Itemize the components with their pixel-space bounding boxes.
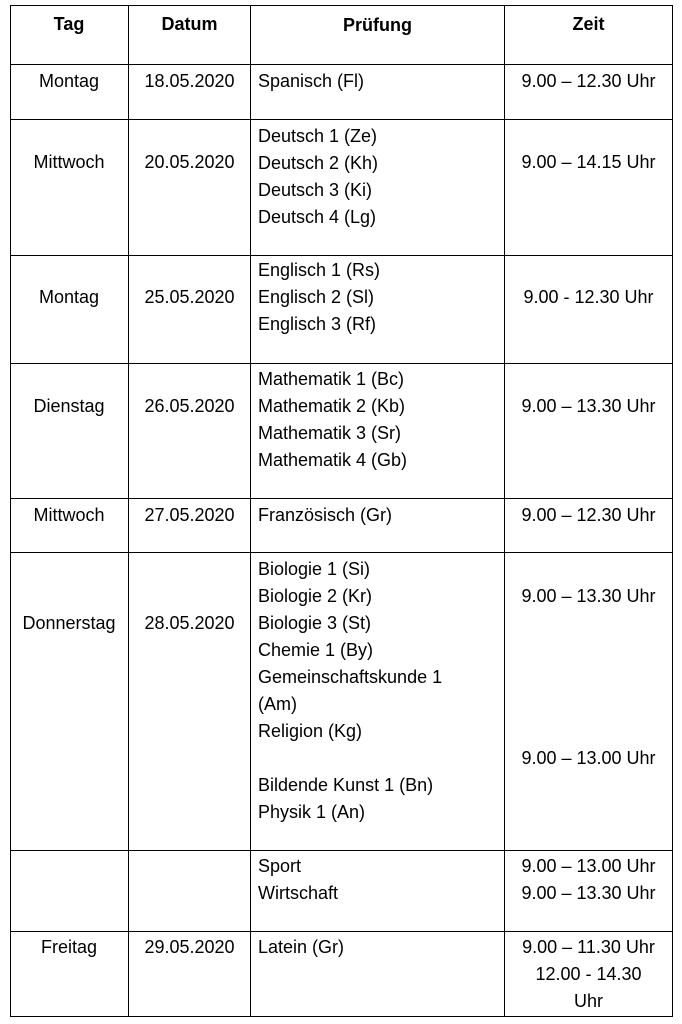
exam-subject: Englisch 1 (Rs) (258, 260, 381, 280)
row-tag: Mittwoch (33, 152, 105, 172)
row-zeit (505, 745, 672, 772)
row-tag: Donnerstag (22, 613, 116, 633)
blank-line (258, 745, 442, 772)
exam-subject: Mathematik 1 (Bc) (258, 369, 405, 389)
exam-subject: Englisch 3 (Rf) (258, 314, 377, 334)
row-zeit (505, 284, 672, 311)
row-datum: 26.05.2020 (144, 396, 235, 416)
exam-subject: Deutsch 4 (Lg) (258, 207, 377, 227)
row-divider (10, 64, 673, 65)
exam-time: 12.00 - 14.30 (535, 964, 642, 984)
exam-subject: Chemie 1 (By) (258, 640, 374, 660)
row-pruefung (258, 853, 338, 907)
row-divider (10, 255, 673, 256)
row-divider (10, 363, 673, 364)
exam-time: 9.00 – 13.00 Uhr (521, 856, 656, 876)
exam-subject: Englisch 2 (Sl) (258, 287, 375, 307)
row-divider (10, 119, 673, 120)
row-pruefung (258, 68, 364, 95)
exam-subject: Religion (Kg) (258, 721, 363, 741)
row-tag: Freitag (40, 937, 98, 957)
row-datum: 18.05.2020 (144, 71, 235, 91)
row-zeit (505, 393, 672, 420)
exam-time: 9.00 – 12.30 Uhr (521, 505, 656, 525)
exam-time: 9.00 – 12.30 Uhr (521, 71, 656, 91)
exam-subject: Latein (Gr) (258, 937, 345, 957)
exam-time: 9.00 – 14.15 Uhr (521, 152, 656, 172)
exam-subject: Sport (258, 856, 302, 876)
header-pruefung: Prüfung (343, 15, 412, 35)
exam-subject: Wirtschaft (258, 883, 339, 903)
table-border-top (10, 5, 673, 6)
exam-subject: Deutsch 1 (Ze) (258, 126, 378, 146)
exam-subject: (Am) (258, 694, 297, 714)
exam-subject: Deutsch 2 (Kh) (258, 153, 379, 173)
exam-time: 9.00 – 13.30 Uhr (521, 883, 656, 903)
exam-time: 9.00 - 12.30 Uhr (523, 287, 654, 307)
row-datum: 20.05.2020 (144, 152, 235, 172)
exam-time: 9.00 – 13.30 Uhr (521, 586, 656, 606)
row-pruefung (258, 502, 392, 529)
row-pruefung (258, 934, 344, 961)
row-zeit (505, 853, 672, 907)
header-datum: Datum (161, 14, 218, 34)
header-zeit: Zeit (572, 14, 605, 34)
row-tag: Dienstag (33, 396, 105, 416)
row-divider (10, 931, 673, 932)
row-pruefung (258, 366, 407, 474)
exam-subject: Spanisch (Fl) (258, 71, 365, 91)
table-border-right (672, 5, 673, 1017)
row-zeit (505, 149, 672, 176)
row-divider (10, 498, 673, 499)
table-border-bottom (10, 1016, 673, 1017)
exam-subject: Deutsch 3 (Ki) (258, 180, 373, 200)
exam-time: 9.00 – 11.30 Uhr (522, 937, 655, 957)
row-pruefung (258, 257, 380, 338)
exam-subject: Biologie 2 (Kr) (258, 586, 373, 606)
row-zeit (505, 583, 672, 610)
row-pruefung (258, 556, 442, 826)
row-zeit (505, 934, 672, 1015)
exam-time: Uhr (573, 991, 603, 1011)
exam-schedule-table (10, 5, 673, 1017)
row-tag: Montag (38, 287, 100, 307)
column-divider (250, 5, 251, 1017)
row-tag: Montag (38, 71, 100, 91)
exam-subject: Gemeinschaftskunde 1 (258, 667, 443, 687)
header-tag: Tag (53, 14, 85, 34)
exam-time: 9.00 – 13.30 Uhr (521, 396, 656, 416)
exam-subject: Biologie 1 (Si) (258, 559, 371, 579)
exam-subject: Mathematik 2 (Kb) (258, 396, 406, 416)
row-tag: Mittwoch (33, 505, 105, 525)
row-pruefung (258, 123, 378, 231)
exam-subject: Mathematik 3 (Sr) (258, 423, 402, 443)
row-zeit (505, 502, 672, 529)
exam-time: 9.00 – 13.00 Uhr (521, 748, 656, 768)
exam-subject: Französisch (Gr) (258, 505, 393, 525)
row-zeit (505, 68, 672, 95)
exam-subject: Bildende Kunst 1 (Bn) (258, 775, 434, 795)
exam-subject: Mathematik 4 (Gb) (258, 450, 408, 470)
row-divider (10, 552, 673, 553)
row-datum: 29.05.2020 (144, 937, 235, 957)
row-datum: 25.05.2020 (144, 287, 235, 307)
row-datum: 28.05.2020 (144, 613, 235, 633)
exam-subject: Physik 1 (An) (258, 802, 366, 822)
row-datum: 27.05.2020 (144, 505, 235, 525)
row-divider (10, 850, 673, 851)
exam-subject: Biologie 3 (St) (258, 613, 372, 633)
